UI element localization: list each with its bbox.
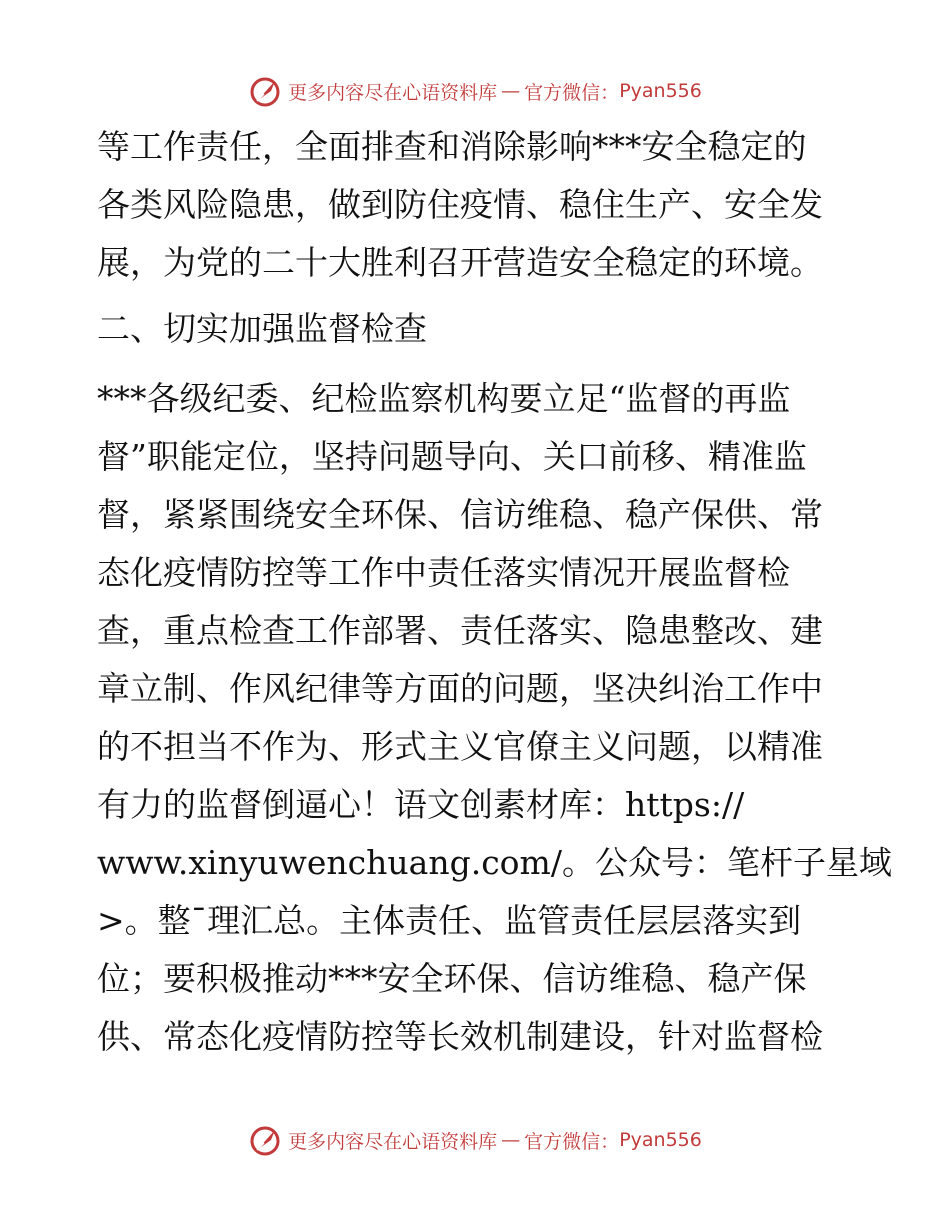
banner-wechat-id: Pyan556 — [619, 80, 702, 102]
banner-wechat-id: Pyan556 — [619, 1129, 702, 1151]
text-line: 督，紧紧围绕安全环保、信访维稳、稳产保供、常 — [97, 495, 823, 534]
text-line: 位；要积极推动***安全环保、信访维稳、稳产保 — [97, 959, 807, 998]
text-line: >。整¯理汇总。主体责任、监管责任层层落实到 — [97, 901, 802, 940]
banner-text: 更多内容尽在心语资料库 — [288, 1130, 498, 1153]
text-line: ***各级纪委、纪检监察机构要立足“监督的再监 — [97, 379, 791, 418]
text-line: 的不担当不作为、形式主义官僚主义问题，以精准 — [97, 727, 823, 766]
quill-logo-icon — [248, 74, 282, 108]
banner-separator: — — [501, 80, 521, 102]
header-banner — [0, 71, 950, 111]
text-line: 展，为党的二十大胜利召开营造安全稳定的环境。 — [97, 243, 823, 282]
text-line: 督”职能定位，坚持问题导向、关口前移、精准监 — [97, 437, 807, 476]
text-line: 有力的监督倒逼心！语文创素材库：https:// — [97, 785, 745, 824]
section-heading: 二、切实加强监督检查 — [97, 309, 427, 348]
banner-wechat-label: 官方微信： — [524, 1130, 620, 1153]
banner-separator: — — [501, 1129, 521, 1151]
document-body — [97, 118, 892, 1066]
text-line: 供、常态化疫情防控等长效机制建设，针对监督检 — [97, 1017, 823, 1056]
text-line: 章立制、作风纪律等方面的问题，坚决纠治工作中 — [97, 669, 823, 708]
banner-text: 更多内容尽在心语资料库 — [288, 81, 498, 104]
text-line: www.xinyuwenchuang.com/。公众号：笔杆子星域 — [97, 843, 892, 882]
text-line: 态化疫情防控等工作中责任落实情况开展监督检 — [97, 553, 790, 592]
footer-banner — [0, 1120, 950, 1160]
quill-logo-icon — [248, 1123, 282, 1157]
text-line: 查，重点检查工作部署、责任落实、隐患整改、建 — [97, 611, 823, 650]
banner-wechat-label: 官方微信： — [524, 81, 620, 104]
paragraph-1 — [97, 118, 857, 292]
paragraph-2 — [97, 370, 892, 1066]
text-line: 各类风险隐患，做到防住疫情、稳住生产、安全发 — [97, 185, 823, 224]
text-line: 等工作责任，全面排查和消除影响***安全稳定的 — [97, 127, 807, 166]
